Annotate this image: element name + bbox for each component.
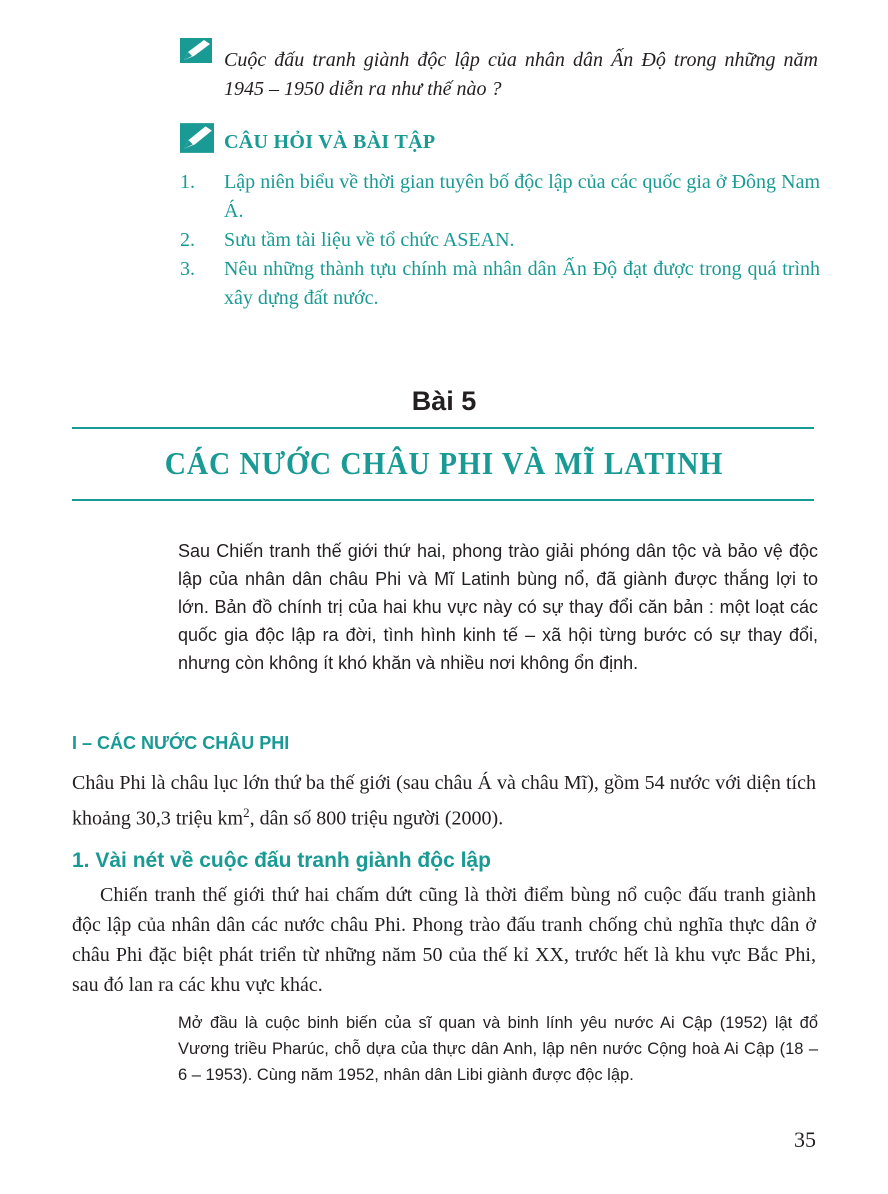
pencil-icon bbox=[180, 38, 212, 64]
page-number: 35 bbox=[794, 1127, 816, 1152]
subsection-paragraph: Chiến tranh thế giới thứ hai chấm dứt cũng là thời điểm bùng nổ cuộc đấu tranh giành độc lập của nhân dân các nước châu Phi. Phong trào đấu tranh chống chủ nghĩa thực dân ở châu Phi đặc biệt phát triển từ những năm 50 của thế kỉ XX, trước hết là khu vực Bắc Phi, sau đó lan ra các khu vực khác. bbox=[72, 884, 816, 996]
exercises-heading: CÂU HỎI VÀ BÀI TẬP bbox=[224, 131, 436, 153]
item-text: Nêu những thành tựu chính mà nhân dân Ấn Độ đạt được trong quá trình xây dựng đất nước. bbox=[224, 258, 820, 309]
paragraph-text: , dân số 800 triệu người (2000). bbox=[249, 807, 504, 830]
divider bbox=[72, 499, 814, 501]
lesson-title: CÁC NƯỚC CHÂU PHI VÀ MĨ LATINH bbox=[164, 445, 724, 481]
exercise-list bbox=[180, 168, 820, 313]
section-paragraph bbox=[72, 768, 816, 834]
lesson-intro: Sau Chiến tranh thế giới thứ hai, phong trào giải phóng dân tộc và bảo vệ độc lập của nhân dân châu Phi và Mĩ Latinh bùng nổ, đã giành được thắng lợi to lớn. Bản đồ chính trị của hai khu vực này có sự thay đổi căn bản : một loạt các quốc gia độc lập ra đời, tình hình kinh tế – xã hội từng bước có sự thay đổi, nhưng còn không ít khó khăn và nhiều nơi không ổn định. bbox=[178, 541, 818, 673]
item-number: 1. bbox=[180, 171, 195, 193]
detail-paragraph: Mở đầu là cuộc binh biến của sĩ quan và binh lính yêu nước Ai Cập (1952) lật đổ Vương triều Pharúc, chỗ dựa của thực dân Anh, lập nên nước Cộng hoà Ai Cập (18 – 6 – 1953). Cùng năm 1952, nhân dân Libi giành được độc lập. bbox=[178, 1014, 818, 1084]
divider bbox=[72, 427, 814, 429]
item-text: Lập niên biểu về thời gian tuyên bố độc lập của các quốc gia ở Đông Nam Á. bbox=[224, 171, 820, 222]
section-heading: I – CÁC NƯỚC CHÂU PHI bbox=[72, 733, 290, 753]
list-item bbox=[180, 255, 820, 313]
list-item bbox=[180, 226, 820, 255]
list-item bbox=[180, 168, 820, 226]
lesson-label: Bài 5 bbox=[411, 386, 477, 416]
subsection-heading: 1. Vài nét về cuộc đấu tranh giành độc lập bbox=[72, 849, 491, 872]
item-number: 3. bbox=[180, 258, 195, 280]
item-text: Sưu tầm tài liệu về tổ chức ASEAN. bbox=[224, 229, 515, 251]
pencil-icon bbox=[180, 123, 214, 153]
review-question: Cuộc đấu tranh giành độc lập của nhân dân Ấn Độ trong những năm 1945 – 1950 diễn ra như thế nào ? bbox=[224, 49, 818, 100]
item-number: 2. bbox=[180, 229, 195, 251]
paragraph-text: Châu Phi là châu lục lớn thứ ba thế giới (sau châu Á và châu Mĩ), gồm 54 nước với diện tích khoảng 30,3 triệu km bbox=[72, 772, 816, 830]
superscript: 2 bbox=[243, 805, 250, 820]
